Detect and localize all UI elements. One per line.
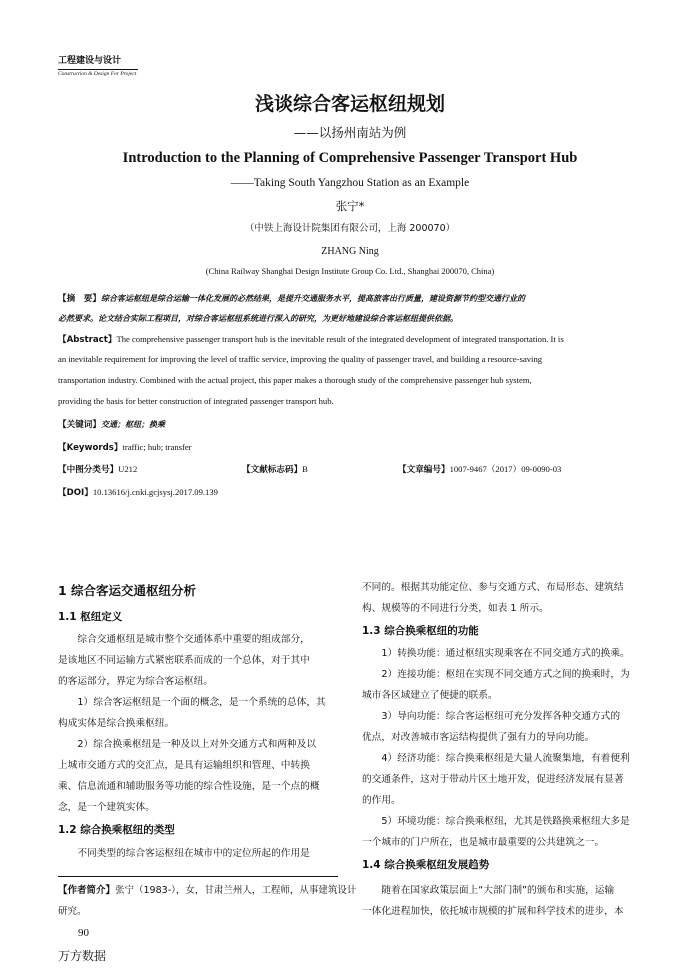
left-line: 1）综合客运枢纽是一个面的概念，是一个系统的总体，其: [58, 697, 326, 708]
paper-subtitle-cn: ——以扬州南站为例: [293, 125, 407, 140]
section-heading-1-3: 1.3 综合换乘枢纽的功能: [362, 625, 479, 637]
paper-subtitle-en: ——Taking South Yangzhou Station as an Example: [230, 177, 470, 189]
right-line: 5）环境功能：综合换乘枢纽，尤其是铁路换乘枢纽大多是: [362, 816, 630, 827]
right-line: 2）连接功能：枢纽在实现不同交通方式之间的换乘时，为: [362, 669, 630, 680]
affiliation-en: (China Railway Shanghai Design Institute Group Co. Ltd., Shanghai 200070, China): [205, 266, 495, 276]
left-line: 念，是一个建筑实体。: [58, 802, 155, 813]
abstract-en-line-2: an inevitable requirement for improving the level of traffic service, improving the quality of passenger travel, and building a resource-saving: [58, 354, 543, 364]
doi: 【DOI】10.13616/j.cnki.gcjsysj.2017.09.139: [58, 487, 218, 498]
journal-name-cn: 工程建设与设计: [58, 56, 122, 66]
article-number: 【文章编号】1007-9467（2017）09-0090-03: [398, 464, 562, 475]
left-line: 的客运部分，界定为综合客运枢纽。: [58, 676, 213, 687]
left-line: 乘、信息流通和辅助服务等功能的综合性设施，是一个点的概: [58, 781, 320, 792]
right-line: 优点，对改善城市客运结构提供了强有力的导向功能。: [362, 732, 595, 743]
left-line: 2）综合换乘枢纽是一种及以上对外交通方式和两种及以: [58, 739, 317, 750]
paper-title-en: Introduction to the Planning of Comprehensive Passenger Transport Hub: [122, 150, 578, 166]
right-line: 随着在国家政策层面上“大部门制”的颁布和实施，运输: [362, 885, 615, 896]
section-heading-1-4: 1.4 综合换乘枢纽发展趋势: [362, 859, 490, 871]
section-heading-1-2: 1.2 综合换乘枢纽的类型: [58, 824, 175, 836]
keywords-cn: 【关键词】交通；枢纽；换乘: [58, 420, 165, 430]
left-line: 构成实体是综合换乘枢纽。: [58, 718, 175, 729]
author-bio-cont: 研究。: [58, 906, 87, 917]
right-line: 的交通条件，这对于带动片区土地开发，促进经济发展有显著: [362, 774, 624, 785]
abstract-cn-tag: 【摘 要】: [58, 294, 101, 304]
right-line: 1）转换功能：通过枢纽实现乘客在不同交通方式的换乘。: [362, 648, 630, 659]
right-line: 构、规模等的不同进行分类，如表 1 所示。: [362, 603, 549, 614]
keywords-en: 【Keywords】traffic; hub; transfer: [58, 442, 192, 453]
section-heading-1-1: 1.1 枢纽定义: [58, 611, 123, 623]
watermark: 万方数据: [58, 949, 107, 963]
abstract-en-line-3: transportation industry. Combined with the actual project, this paper makes a thorough study of the comprehensive passenger hub system,: [58, 375, 532, 385]
abstract-cn-line-2: 必然要求。论文结合实际工程项目，对综合客运枢纽系统进行深入的研究，为更好地建设综合客运枢纽提供依据。: [58, 314, 458, 323]
page-number: 90: [78, 927, 89, 939]
journal-rule: [58, 69, 138, 70]
abstract-en-line-4: providing the basis for better construction of integrated passenger transport hub.: [58, 396, 334, 406]
author-bio: 【作者简介】张宁（1983-），女，甘肃兰州人，工程师，从事建筑设计: [58, 885, 357, 896]
abstract-cn-line-1: 【摘 要】综合客运枢纽是综合运输一体化发展的必然结果，是提升交通服务水平，提高旅客出行质量，建设资源节约型交通行业的: [58, 294, 525, 304]
abstract-en-tag: 【Abstract】: [58, 335, 117, 345]
paper-title-cn: 浅谈综合客运枢纽规划: [254, 93, 445, 115]
footnote-rule: [58, 876, 338, 877]
right-line: 4）经济功能：综合换乘枢纽是大量人流聚集地，有着便利: [362, 753, 630, 764]
left-line: 综合交通枢纽是城市整个交通体系中重要的组成部分，: [58, 634, 310, 645]
right-line: 城市各区域建立了便捷的联系。: [362, 690, 498, 701]
right-line: 的作用。: [362, 795, 401, 806]
abstract-en-line-1: 【Abstract】The comprehensive passenger transport hub is the inevitable result of the integrated development of integrated transportation. It is: [58, 334, 564, 345]
right-line: 3）导向功能：综合客运枢纽可充分发挥各种交通方式的: [362, 711, 621, 722]
left-line: 是该地区不同运输方式紧密联系而成的一个总体，对于其中: [58, 655, 310, 666]
left-line: 不同类型的综合客运枢纽在城市中的定位所起的作用是: [58, 848, 310, 859]
document-code: 【文献标志码】B: [242, 464, 308, 475]
affiliation-cn: （中铁上海设计院集团有限公司，上海 200070）: [244, 223, 456, 234]
section-heading-1: 1 综合客运交通枢纽分析: [58, 583, 197, 598]
right-line: 不同的。根据其功能定位、参与交通方式、布局形态、建筑结: [362, 582, 624, 593]
right-line: 一体化进程加快，依托城市规模的扩展和科学技术的进步，本: [362, 906, 624, 917]
author-name-en: ZHANG Ning: [321, 246, 379, 257]
left-line: 上城市交通方式的交汇点，是具有运输组织和管理、中转换: [58, 760, 310, 771]
clc-number: 【中图分类号】U212: [58, 464, 138, 475]
journal-name-en: Construction & Design For Project: [58, 71, 137, 77]
author-name-cn: 张宁*: [335, 199, 365, 213]
right-line: 一个城市的门户所在，也是城市最重要的公共建筑之一。: [362, 837, 605, 848]
